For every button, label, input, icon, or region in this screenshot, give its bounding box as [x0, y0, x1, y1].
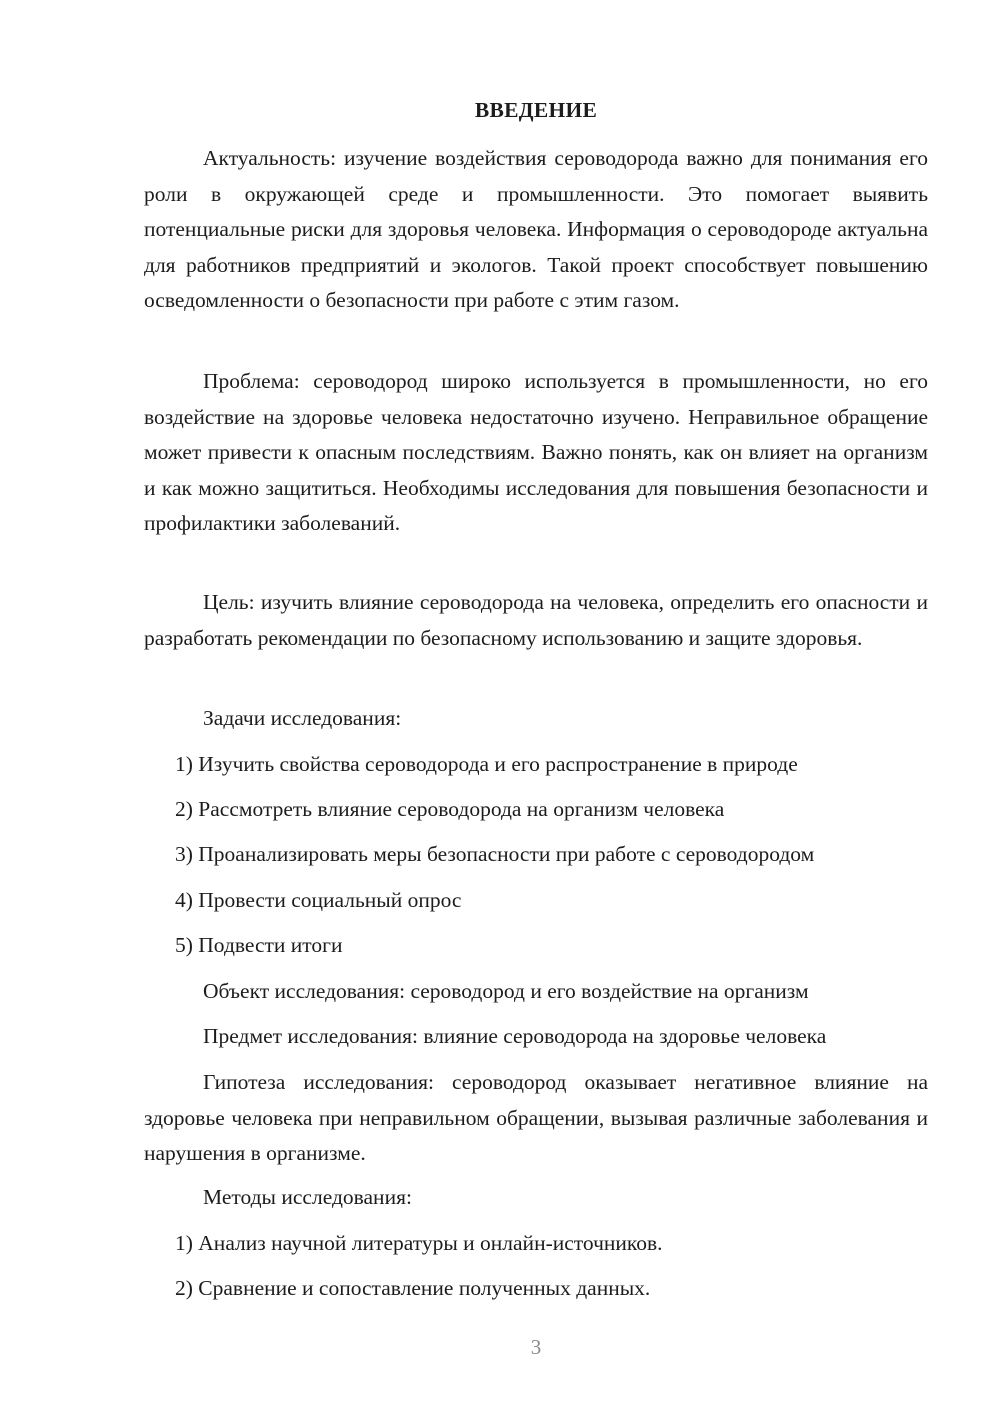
goal-text: Цель: изучить влияние сероводорода на человека, определить его опасности и разработать рекомендации по безопасному использованию и защите здоровья. [144, 590, 928, 650]
methods-heading: Методы исследования: [203, 1185, 412, 1209]
task-4: 4) Провести социальный опрос [175, 888, 462, 912]
tasks-heading-block [144, 701, 928, 737]
task-5: 5) Подвести итоги [175, 933, 343, 957]
tasks-list-item [144, 792, 928, 828]
paragraph-goal [144, 585, 928, 656]
research-object: Объект исследования: сероводород и его воздействие на организм [203, 979, 809, 1003]
task-3: 3) Проанализировать меры безопасности при работе с сероводородом [175, 842, 815, 866]
tasks-heading: Задачи исследования: [203, 706, 402, 730]
methods-list-item [144, 1271, 928, 1307]
method-1: 1) Анализ научной литературы и онлайн-источников. [175, 1231, 663, 1255]
tasks-list-item [144, 837, 928, 873]
object-block [144, 974, 928, 1010]
research-subject: Предмет исследования: влияние сероводорода на здоровье человека [203, 1024, 827, 1048]
problem-text: Проблема: сероводород широко используется в промышленности, но его воздействие на здоровье человека недостаточно изучено. Неправильное обращение может привести к опасным последствиям. Важно понять, как он влияет на организм и как можно защититься. Необходимы исследования для повышения безопасности и профилактики заболеваний. [144, 369, 928, 535]
paragraph-hypothesis [144, 1065, 928, 1172]
hypothesis-text: Гипотеза исследования: сероводород оказывает негативное влияние на здоровье человека при неправильном обращении, вызывая различные заболевания и нарушения в организме. [144, 1070, 928, 1165]
tasks-list-item [144, 928, 928, 964]
task-2: 2) Рассмотреть влияние сероводорода на организм человека [175, 797, 725, 821]
page-number: 3 [530, 1335, 542, 1359]
section-heading: ВВЕДЕНИЕ [474, 98, 598, 122]
method-2: 2) Сравнение и сопоставление полученных данных. [175, 1276, 651, 1300]
paragraph-relevance [144, 141, 928, 319]
methods-list-item [144, 1226, 928, 1262]
methods-heading-block [144, 1180, 928, 1216]
tasks-list-item [144, 883, 928, 919]
task-1: 1) Изучить свойства сероводорода и его распространение в природе [175, 752, 798, 776]
tasks-list-item [144, 747, 928, 783]
relevance-text: Актуальность: изучение воздействия сероводорода важно для понимания его роли в окружающей среде и промышленности. Это помогает выявить потенциальные риски для здоровья человека. Информация о сероводороде актуальна для работников предприятий и экологов. Такой проект способствует повышению осведомленности о безопасности при работе с этим газом. [144, 146, 928, 312]
subject-block [144, 1019, 928, 1055]
paragraph-problem [144, 364, 928, 542]
